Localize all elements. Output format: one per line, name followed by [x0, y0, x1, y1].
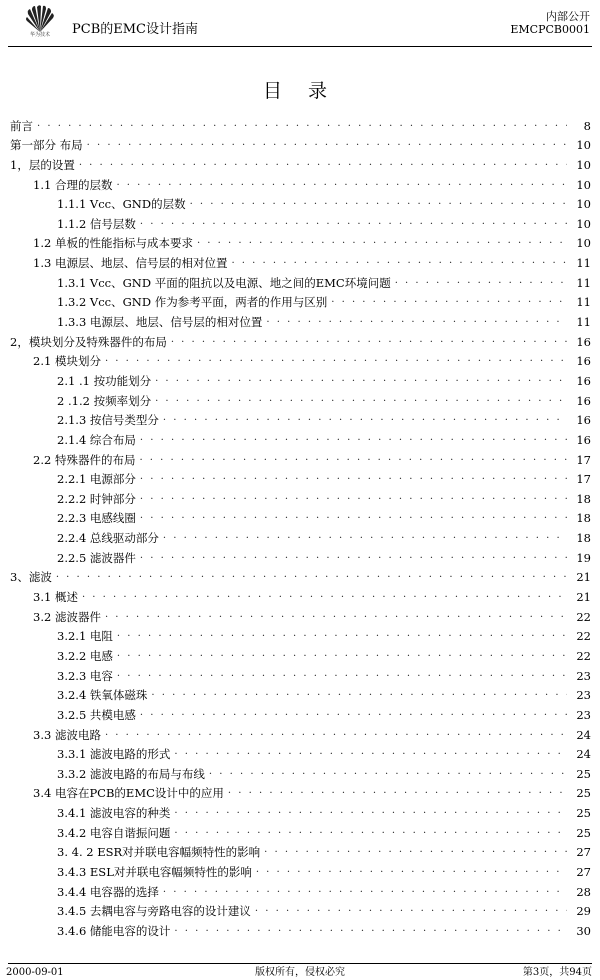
toc-entry-page: 16: [576, 334, 591, 349]
toc-entry-label: 3.3 滤波电路: [33, 727, 101, 742]
toc-entry[interactable]: [0, 643, 600, 663]
toc-entry[interactable]: [0, 368, 600, 388]
toc-leader-dots: [231, 254, 567, 268]
toc-leader-dots: [105, 608, 567, 622]
toc-entry[interactable]: [0, 113, 600, 133]
toc-entry[interactable]: [0, 820, 600, 840]
toc-entry-page: 17: [576, 472, 591, 487]
footer-page-info: 第3页，共94页: [522, 967, 592, 978]
toc-leader-dots: [163, 883, 567, 897]
toc-leader-dots: [140, 470, 567, 484]
toc-entry[interactable]: [0, 172, 600, 192]
toc-entry[interactable]: [0, 781, 600, 801]
toc-entry-page: 29: [576, 904, 591, 919]
classification-label: 内部公开: [546, 10, 590, 23]
toc-entry-page: 10: [576, 197, 591, 212]
toc-entry-label: 2.2.1 电源部分: [57, 472, 136, 487]
toc-leader-dots: [256, 863, 567, 877]
toc-entry-page: 25: [576, 786, 591, 801]
toc-entry-label: 3.2.2 电感: [57, 648, 113, 663]
toc-leader-dots: [117, 627, 567, 641]
footer-divider: [8, 963, 592, 964]
toc-entry[interactable]: [0, 840, 600, 860]
toc-leader-dots: [139, 451, 567, 465]
toc-entry-page: 24: [576, 727, 591, 742]
toc-entry[interactable]: [0, 899, 600, 919]
toc-entry-label: 1.3.3 电源层、地层、信号层的相对位置: [57, 315, 263, 330]
toc-entry[interactable]: [0, 192, 600, 212]
toc-leader-dots: [395, 274, 567, 288]
toc-entry-label: 3.3.1 滤波电路的形式: [57, 747, 171, 762]
toc-entry-label: 1.2 单板的性能指标与成本要求: [33, 236, 193, 251]
toc-leader-dots: [79, 156, 567, 170]
toc-entry[interactable]: [0, 663, 600, 683]
toc-entry-page: 21: [576, 570, 591, 585]
toc-entry-label: 3.1 概述: [33, 590, 78, 605]
toc-entry-page: 18: [576, 531, 591, 546]
toc-entry-page: 25: [576, 766, 591, 781]
toc-entry-label: 2，模块划分及特殊器件的布局: [10, 334, 167, 349]
toc-entry[interactable]: [0, 309, 600, 329]
toc-entry[interactable]: [0, 408, 600, 428]
toc-entry[interactable]: [0, 742, 600, 762]
toc-entry[interactable]: [0, 388, 600, 408]
toc-entry-page: 25: [576, 825, 591, 840]
toc-leader-dots: [140, 509, 567, 523]
toc-entry-page: 16: [576, 432, 591, 447]
toc-leader-dots: [163, 411, 567, 425]
logo-text: 华为技术: [29, 32, 50, 38]
toc-leader-dots: [209, 765, 567, 779]
toc-entry-label: 1.1 合理的层数: [33, 177, 113, 192]
toc-entry-label: 2.2.3 电感线圈: [57, 511, 136, 526]
toc-entry-page: 18: [576, 511, 591, 526]
toc-entry-label: 3. 4. 2 ESR对并联电容幅频特性的影响: [57, 845, 261, 860]
toc-entry-label: 3.2.1 电阻: [57, 629, 113, 644]
toc-entry[interactable]: [0, 152, 600, 172]
toc-entry-label: 2.1 模块划分: [33, 354, 101, 369]
toc-entry-label: 3、滤波: [10, 570, 52, 585]
toc-title: 目 录: [262, 80, 338, 102]
toc-entry-page: 25: [576, 806, 591, 821]
toc-entry[interactable]: [0, 467, 600, 487]
toc-entry[interactable]: [0, 486, 600, 506]
toc-entry[interactable]: [0, 133, 600, 153]
toc-leader-dots: [151, 686, 567, 700]
toc-entry-page: 24: [576, 747, 591, 762]
toc-entry-page: 28: [576, 884, 591, 899]
toc-leader-dots: [117, 647, 567, 661]
toc-leader-dots: [56, 568, 567, 582]
toc-entry[interactable]: [0, 545, 600, 565]
toc-entry-page: 22: [576, 629, 591, 644]
toc-entry-label: 3.2.4 铁氧体磁珠: [57, 688, 148, 703]
toc-leader-dots: [87, 136, 567, 150]
toc-entry[interactable]: [0, 722, 600, 742]
toc-entry[interactable]: [0, 250, 600, 270]
toc-entry[interactable]: [0, 702, 600, 722]
toc-entry[interactable]: [0, 800, 600, 820]
toc-entry[interactable]: [0, 506, 600, 526]
table-of-contents: [0, 113, 600, 938]
toc-entry-page: 23: [576, 688, 591, 703]
toc-entry-label: 3.2.5 共模电感: [57, 707, 136, 722]
toc-entry-page: 27: [576, 864, 591, 879]
toc-entry-label: 3.4.3 ESL对并联电容幅频特性的影响: [57, 864, 252, 879]
toc-entry-label: 3.4.6 储能电容的设计: [57, 923, 171, 938]
toc-leader-dots: [264, 843, 567, 857]
toc-leader-dots: [155, 392, 567, 406]
toc-leader-dots: [255, 902, 567, 916]
toc-entry-page: 10: [576, 177, 591, 192]
toc-entry[interactable]: [0, 604, 600, 624]
toc-entry-label: 1.3.2 Vcc、GND 作为参考平面，两者的作用与区别: [57, 295, 328, 310]
toc-entry[interactable]: [0, 329, 600, 349]
footer-date: 2000-09-01: [6, 967, 64, 978]
toc-entry-page: 17: [576, 452, 591, 467]
toc-leader-dots: [174, 922, 567, 936]
toc-entry-label: 1.3.1 Vcc、GND 平面的阻抗以及电源、地之间的EMC环境问题: [57, 275, 391, 290]
toc-entry-label: 第一部分 布局: [10, 138, 83, 153]
toc-entry-label: 2.1.4 综合布局: [57, 432, 136, 447]
header-meta: [510, 10, 590, 36]
toc-leader-dots: [266, 313, 567, 327]
toc-leader-dots: [140, 706, 567, 720]
toc-leader-dots: [140, 431, 567, 445]
document-title: PCB的EMC设计指南: [72, 22, 198, 37]
toc-entry-page: 10: [576, 138, 591, 153]
toc-leader-dots: [116, 176, 567, 190]
toc-entry-page: 11: [576, 275, 591, 290]
toc-entry-page: 11: [576, 256, 591, 271]
toc-entry-label: 3.2 滤波器件: [33, 609, 101, 624]
toc-entry[interactable]: [0, 565, 600, 585]
toc-entry-page: 8: [583, 118, 591, 133]
toc-entry[interactable]: [0, 624, 600, 644]
toc-entry-page: 30: [576, 923, 591, 938]
toc-leader-dots: [228, 784, 567, 798]
toc-entry-label: 2.2.2 时钟部分: [57, 491, 136, 506]
toc-entry-label: 1.1.2 信号层数: [57, 216, 136, 231]
toc-entry[interactable]: [0, 761, 600, 781]
toc-leader-dots: [171, 333, 567, 347]
toc-entry[interactable]: [0, 447, 600, 467]
toc-entry[interactable]: [0, 211, 600, 231]
toc-entry[interactable]: [0, 584, 600, 604]
toc-entry-label: 1.3 电源层、地层、信号层的相对位置: [33, 256, 228, 271]
toc-entry-page: 10: [576, 216, 591, 231]
toc-entry-label: 前言: [10, 118, 33, 133]
toc-entry-page: 10: [576, 236, 591, 251]
toc-entry-label: 1.1.1 Vcc、GND的层数: [57, 197, 186, 212]
toc-entry-page: 11: [576, 315, 591, 330]
toc-leader-dots: [197, 234, 567, 248]
toc-leader-dots: [140, 549, 567, 563]
page-header: [0, 0, 600, 46]
toc-leader-dots: [140, 490, 567, 504]
toc-leader-dots: [174, 824, 567, 838]
toc-entry[interactable]: [0, 525, 600, 545]
toc-entry-page: 16: [576, 373, 591, 388]
toc-entry-label: 2.2.4 总线驱动部分: [57, 531, 159, 546]
toc-leader-dots: [37, 117, 567, 131]
toc-leader-dots: [105, 726, 567, 740]
toc-entry-label: 2 .1.2 按频率划分: [57, 393, 152, 408]
toc-entry[interactable]: [0, 231, 600, 251]
toc-entry[interactable]: [0, 879, 600, 899]
toc-leader-dots: [190, 195, 567, 209]
toc-entry-label: 3.2.3 电容: [57, 668, 113, 683]
toc-entry-page: 23: [576, 707, 591, 722]
toc-entry[interactable]: [0, 918, 600, 938]
toc-entry-label: 3.4.1 滤波电容的种类: [57, 806, 171, 821]
toc-entry-label: 1，层的设置: [10, 157, 75, 172]
toc-entry-page: 11: [576, 295, 591, 310]
toc-entry-label: 2.1 .1 按功能划分: [57, 373, 152, 388]
toc-entry-page: 22: [576, 648, 591, 663]
toc-leader-dots: [117, 667, 567, 681]
toc-entry[interactable]: [0, 427, 600, 447]
toc-entry-page: 16: [576, 354, 591, 369]
toc-entry-page: 21: [576, 590, 591, 605]
toc-leader-dots: [140, 215, 567, 229]
toc-entry-label: 3.4.5 去耦电容与旁路电容的设计建议: [57, 904, 251, 919]
document-code: EMCPCB0001: [510, 23, 590, 36]
toc-entry-page: 18: [576, 491, 591, 506]
toc-entry[interactable]: [0, 859, 600, 879]
toc-leader-dots: [174, 745, 567, 759]
toc-entry[interactable]: [0, 683, 600, 703]
header-divider: [8, 46, 592, 47]
toc-entry-label: 2.1.3 按信号类型分: [57, 413, 159, 428]
toc-entry-page: 22: [576, 609, 591, 624]
toc-leader-dots: [163, 529, 567, 543]
toc-entry-page: 16: [576, 393, 591, 408]
toc-entry-label: 3.4.2 电容自谐振问题: [57, 825, 171, 840]
toc-entry-page: 19: [576, 550, 591, 565]
toc-entry-label: 2.2 特殊器件的布局: [33, 452, 136, 467]
toc-entry-label: 2.2.5 滤波器件: [57, 550, 136, 565]
toc-entry[interactable]: [0, 349, 600, 369]
toc-leader-dots: [174, 804, 567, 818]
toc-entry-label: 3.4 电容在PCB的EMC设计中的应用: [33, 786, 224, 801]
toc-leader-dots: [155, 372, 567, 386]
toc-leader-dots: [105, 352, 567, 366]
footer-copyright: 版权所有，侵权必究: [255, 967, 345, 978]
toc-leader-dots: [331, 293, 567, 307]
toc-entry-page: 23: [576, 668, 591, 683]
toc-entry-page: 10: [576, 157, 591, 172]
toc-entry-label: 3.4.4 电容器的选择: [57, 884, 159, 899]
toc-entry[interactable]: [0, 270, 600, 290]
toc-leader-dots: [82, 588, 567, 602]
toc-entry-page: 16: [576, 413, 591, 428]
toc-entry[interactable]: [0, 290, 600, 310]
toc-entry-page: 27: [576, 845, 591, 860]
toc-entry-label: 3.3.2 滤波电路的布局与布线: [57, 766, 205, 781]
